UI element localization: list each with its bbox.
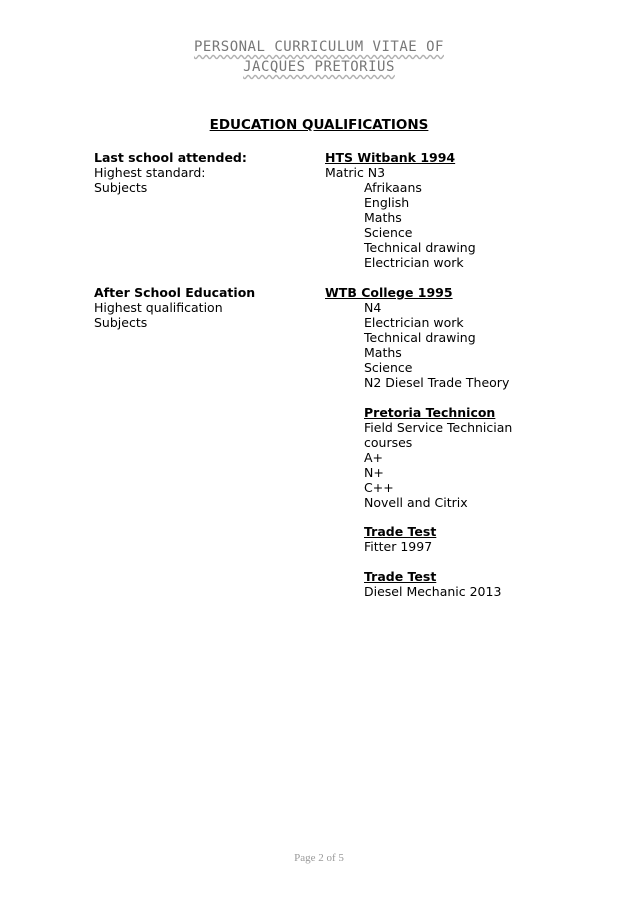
technicon-item: C++ (364, 480, 394, 495)
after-school-subjects-label: Subjects (94, 315, 148, 330)
after-school-subject: Electrician work (364, 315, 464, 330)
header-line-1: PERSONAL CURRICULUM VITAE OF (193, 39, 444, 55)
trade-test-title: Trade Test (364, 569, 437, 584)
technicon-item: A+ (364, 450, 384, 465)
after-school-subject: Science (364, 360, 413, 375)
trade-test-value: Diesel Mechanic 2013 (364, 584, 502, 599)
technicon-item: Field Service Technician (364, 420, 513, 435)
technicon-item: N+ (364, 465, 384, 480)
school-subject: Science (364, 225, 413, 240)
header-line-2: JACQUES PRETORIUS (243, 59, 395, 75)
school-subject: English (364, 195, 410, 210)
school-subject: Electrician work (364, 255, 464, 270)
trade-test-title: Trade Test (364, 524, 437, 539)
after-school-value: WTB College 1995 (325, 285, 453, 300)
school-subject: Afrikaans (364, 180, 422, 195)
after-school-subject: N2 Diesel Trade Theory (364, 375, 510, 390)
highest-standard-label: Highest standard: (94, 165, 206, 180)
school-subject: Technical drawing (364, 240, 476, 255)
technicon-title: Pretoria Technicon (364, 405, 496, 420)
school-subjects-label: Subjects (94, 180, 148, 195)
school-subject: Maths (364, 210, 402, 225)
document-header (0, 37, 638, 77)
section-title: EDUCATION QUALIFICATIONS (209, 117, 429, 133)
highest-standard-value: Matric N3 (325, 165, 386, 180)
highest-qualification-value: N4 (364, 300, 382, 315)
highest-qualification-label: Highest qualification (94, 300, 223, 315)
technicon-item: Novell and Citrix (364, 495, 468, 510)
after-school-subject: Technical drawing (364, 330, 476, 345)
page-number: Page 2 of 5 (294, 852, 344, 864)
last-school-value: HTS Witbank 1994 (325, 150, 456, 165)
last-school-label: Last school attended: (94, 150, 247, 165)
after-school-label: After School Education (94, 285, 256, 300)
after-school-subject: Maths (364, 345, 402, 360)
technicon-item: courses (364, 435, 413, 450)
trade-test-value: Fitter 1997 (364, 539, 433, 554)
